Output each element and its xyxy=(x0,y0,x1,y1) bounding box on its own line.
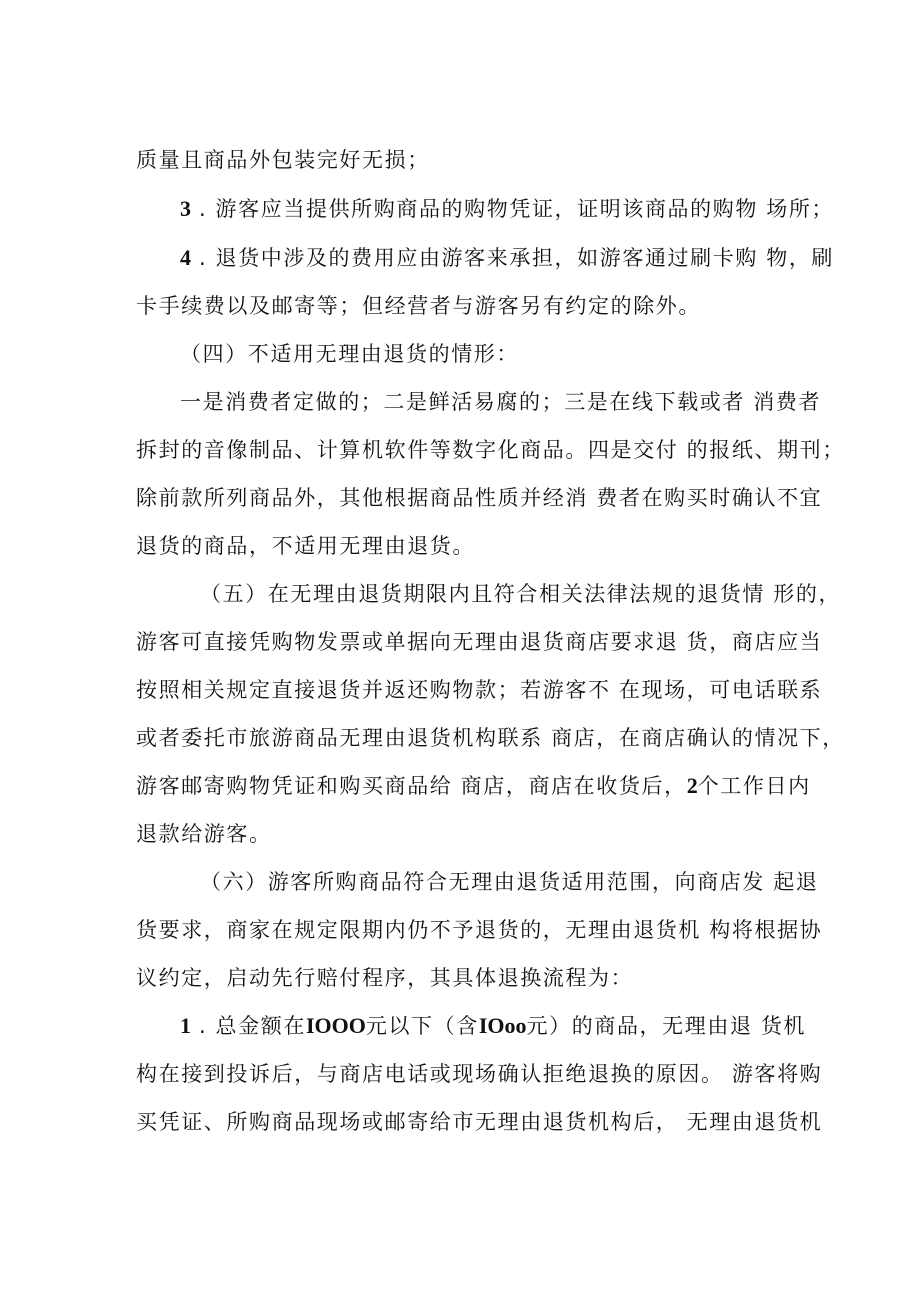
line-text: 按照相关规定直接退货并返还购物款；若游客不 在现场，可电话联系 xyxy=(136,678,823,702)
line-text: . 退货中涉及的费用应由游客来承担，如游客通过刷卡购 物，刷 xyxy=(199,246,835,270)
text-line xyxy=(136,532,475,560)
line-text: . 总金额在 xyxy=(199,1014,306,1038)
text-line xyxy=(136,820,272,848)
text-line xyxy=(136,146,430,174)
line-text: 元以下（含 xyxy=(365,1014,479,1038)
line-text: 退货的商品，不适用无理由退货。 xyxy=(136,534,475,558)
line-text: 游客可直接凭购物发票或单据向无理由退货商店要求退 货，商店应当 xyxy=(136,630,823,654)
list-item xyxy=(180,195,834,223)
text-line xyxy=(180,388,821,416)
line-text: （四）不适用无理由退货的情形： xyxy=(180,342,519,366)
line-text: 卡手续费以及邮寄等；但经营者与游客另有约定的除外。 xyxy=(136,294,701,318)
line-text: 构在接到投诉后，与商店电话或现场确认拒绝退换的原因。 游客将购 xyxy=(136,1062,823,1086)
section-heading xyxy=(200,580,841,608)
text-line xyxy=(136,772,811,800)
line-text: （六）游客所购商品符合无理由退货适用范围，向商店发 起退 xyxy=(200,870,819,894)
text-line xyxy=(136,436,845,464)
line-text: （五）在无理由退货期限内且符合相关法律法规的退货情 形的， xyxy=(200,582,842,606)
list-number: 3 xyxy=(180,196,191,221)
text-line xyxy=(136,628,822,656)
bold-number: IOoo xyxy=(478,1013,527,1038)
text-line xyxy=(136,676,822,704)
text-line xyxy=(136,724,845,752)
section-heading xyxy=(180,340,519,368)
text-line xyxy=(136,916,822,944)
text-line xyxy=(136,1108,822,1136)
line-text: . 游客应当提供所购商品的购物凭证，证明该商品的购物 场所； xyxy=(199,197,835,221)
line-text: 货要求，商家在规定限期内仍不予退货的，无理由退货机 构将根据协 xyxy=(136,918,823,942)
list-item xyxy=(180,1012,806,1040)
line-text: 退款给游客。 xyxy=(136,822,272,846)
list-item xyxy=(180,244,834,272)
list-number: 4 xyxy=(180,245,191,270)
line-text: 个工作日内 xyxy=(697,774,811,798)
section-heading xyxy=(200,868,818,896)
bold-number: IOOO xyxy=(305,1013,366,1038)
line-text: 一是消费者定做的；二是鲜活易腐的；三是在线下载或者 消费者 xyxy=(180,390,822,414)
line-text: 除前款所列商品外，其他根据商品性质并经消 费者在购买时确认不宜 xyxy=(136,486,823,510)
text-line xyxy=(136,292,701,320)
line-text: 或者委托市旅游商品无理由退货机构联系 商店，在商店确认的情况下， xyxy=(136,726,845,750)
text-line xyxy=(136,964,633,992)
line-text: 拆封的音像制品、计算机软件等数字化商品。四是交付 的报纸、期刊； xyxy=(136,438,845,462)
line-text: 买凭证、所购商品现场或邮寄给市无理由退货机构后， 无理由退货机 xyxy=(136,1110,823,1134)
line-text: 元）的商品，无理由退 货机 xyxy=(526,1014,807,1038)
list-number: 1 xyxy=(180,1013,191,1038)
line-text: 游客邮寄购物凭证和购买商品给 商店，商店在收货后， xyxy=(136,774,687,798)
bold-number: 2 xyxy=(686,773,698,798)
line-text: 议约定，启动先行赔付程序，其具体退换流程为： xyxy=(136,966,634,990)
text-line xyxy=(136,1060,822,1088)
text-line xyxy=(136,484,822,512)
line-text: 质量且商品外包装完好无损； xyxy=(136,148,430,172)
